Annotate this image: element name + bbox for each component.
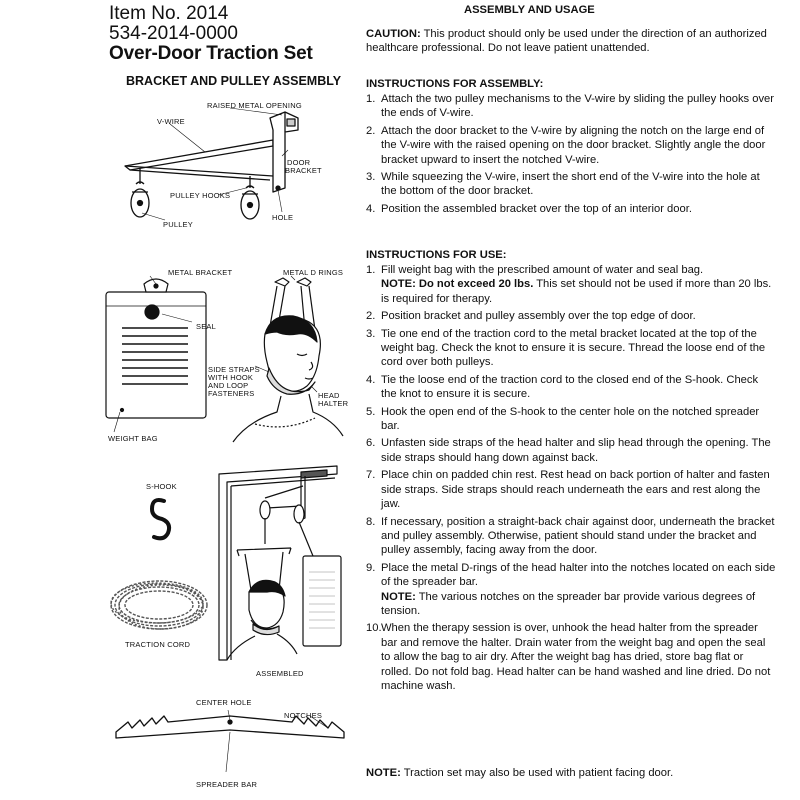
part-number: 534-2014-0000 [109, 23, 238, 44]
label-weight-bag: WEIGHT BAG [108, 434, 158, 443]
label-head: HEAD [318, 391, 340, 400]
list-item: 2. Position bracket and pulley assembly over the top edge of door. [366, 310, 696, 323]
document-header [109, 4, 359, 64]
label-v-wire: V-WIRE [157, 117, 185, 126]
product-title: Over-Door Traction Set [109, 43, 313, 64]
use-steps-list [366, 263, 776, 696]
list-item: 9. Place the metal D-rings of the head halter into the notches located on each side of the spreader bar. NOTE: The various notches on the spreader bar provide various degrees of tension. [366, 561, 776, 617]
head-halter-illustration [225, 272, 345, 447]
assembly-steps-list [366, 92, 776, 219]
label-metal-bracket: METAL BRACKET [168, 268, 233, 277]
list-item: 4. Tie the loose end of the traction cord to the closed end of the S-hook. Check the knot to ensure it is secure. [366, 373, 759, 401]
label-pulley-hooks: PULLEY HOOKS [170, 191, 231, 200]
final-note-label: NOTE: [366, 767, 401, 779]
label-side-straps-1: SIDE STRAPS [208, 365, 260, 374]
list-item: 3. Tie one end of the traction cord to the metal bracket located at the top of the weight bag. Check the knot to ensure it is secure. Thread the loose end of the cord over both pulleys. [366, 327, 766, 369]
list-item: 4. Position the assembled bracket over the top of an interior door. [366, 202, 692, 215]
list-item: 6. Unfasten side straps of the head halter and slip head through the opening. The side straps should hang down against back. [366, 437, 771, 464]
caution-text: This product should only be used under the direction of an authorized healthcare professional. Do not leave patient unattended. [366, 28, 767, 55]
final-note-text: Traction set may also be used with patient facing door. [403, 767, 674, 779]
list-item: 2. Attach the door bracket to the V-wire by aligning the notch on the large end of the V-wire with the raised opening on the door bracket. Slightly angle the door bracket upward to insert the notched V-wire. [366, 124, 766, 166]
list-item: 3. While squeezing the V-wire, insert the short end of the V-wire into the hole at the bottom of the door bracket. [366, 171, 760, 198]
list-item: 5. Hook the open end of the S-hook to the center hole on the notched spreader bar. [366, 405, 760, 433]
assembly-instructions-heading: INSTRUCTIONS FOR ASSEMBLY: [366, 78, 544, 90]
label-hole: HOLE [272, 213, 294, 222]
label-raised-metal-opening: RAISED METAL OPENING [207, 101, 302, 110]
label-halter: HALTER [318, 399, 349, 408]
item-number: Item No. 2014 [109, 3, 229, 24]
label-s-hook: S-HOOK [146, 482, 177, 491]
label-traction-cord: TRACTION CORD [125, 640, 191, 649]
label-bracket: BRACKET [285, 166, 322, 175]
caution-paragraph [366, 27, 776, 56]
assembled-illustration [215, 460, 350, 670]
label-side-straps-2: WITH HOOK [208, 373, 254, 382]
label-side-straps-3: AND LOOP [208, 381, 249, 390]
list-item: 1. Fill weight bag with the prescribed amount of water and seal bag. NOTE: Do not exceed 20 lbs. This set should not be used if more than 20 lbs. is required for therapy. [366, 264, 772, 305]
label-side-straps-4: FASTENERS [208, 389, 255, 398]
caution-label: CAUTION: [366, 28, 421, 40]
label-notches: NOTCHES [284, 711, 323, 720]
s-hook-illustration [140, 495, 180, 545]
label-pulley: PULLEY [163, 220, 193, 229]
list-item: 8. If necessary, position a straight-back chair against door, underneath the bracket and pulley assembly. Otherwise, patient should stand under the bracket and pulley assembly, facing away from the door. [366, 515, 775, 557]
traction-cord-illustration [104, 575, 214, 635]
label-spreader-bar: SPREADER BAR [196, 780, 258, 789]
list-item: 10. When the therapy session is over, unhook the head halter from the spreader bar and remove the halter. Drain water from the weight bag and open the seal to allow the bag to air dry. After the weight bag has dried, store bag flat or rolled. Do not fold bag. Head halter can be hand washed and line dried. Do not machine wash. [366, 622, 771, 692]
label-metal-d-rings: METAL D RINGS [283, 268, 344, 277]
list-item: 7. Place chin on padded chin rest. Rest head on back portion of halter and fasten side straps. Side straps should reach underneath the ears and rest along the jaw. [366, 469, 770, 511]
list-item: 1. Attach the two pulley mechanisms to the V-wire by sliding the pulley hooks over the ends of V-wire. [366, 93, 775, 120]
final-note [366, 766, 776, 780]
label-center-hole: CENTER HOLE [196, 698, 252, 707]
weight-bag-illustration [100, 270, 220, 430]
use-instructions-heading: INSTRUCTIONS FOR USE: [366, 249, 507, 261]
label-door: DOOR [287, 158, 311, 167]
label-seal: SEAL [196, 322, 216, 331]
label-assembled: ASSEMBLED [256, 669, 304, 678]
bracket-pulley-heading: BRACKET AND PULLEY ASSEMBLY [126, 74, 342, 88]
assembly-usage-title: ASSEMBLY AND USAGE [464, 4, 595, 16]
